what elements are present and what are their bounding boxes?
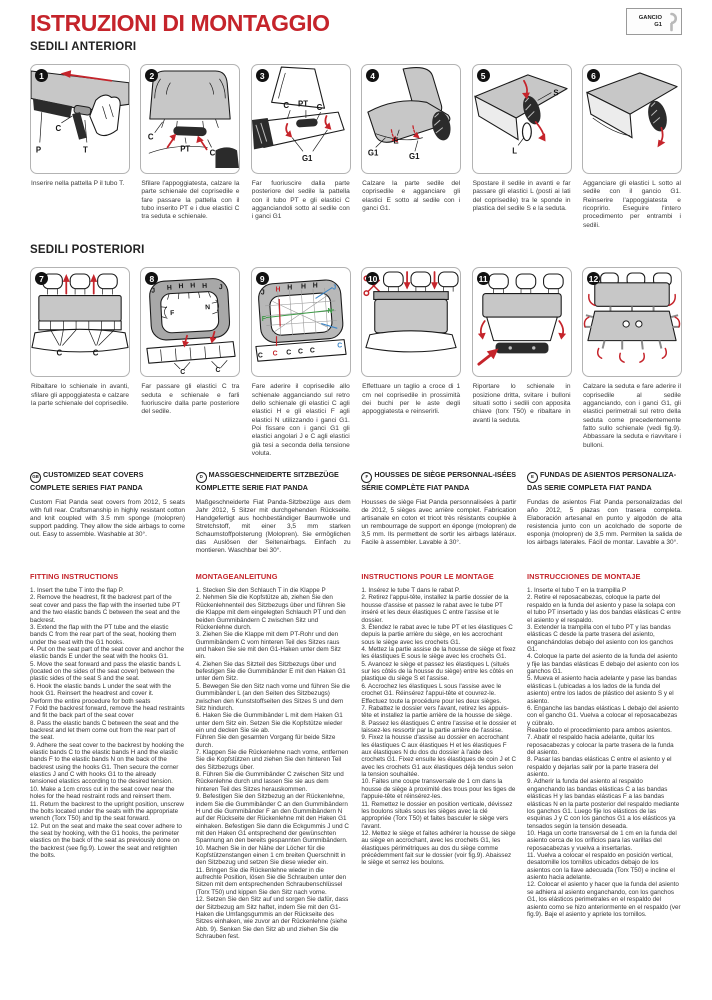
step-caption-4: Calzare la parte sedile del coprisedile e agganciare gli elastici E sotto al sedile con i ganci G1. xyxy=(362,180,461,213)
front-steps-grid xyxy=(30,64,682,230)
instruction-step: 3. Ziehen Sie die Klappe mit dem PT-Rohr und den Gummibändern C vom hinteren Teil des Sitzes raus und haken Sie sie mit den G1-Haken unter dem Sitz ein. xyxy=(195,631,341,661)
rear-steps-grid xyxy=(30,267,682,458)
label-PT: PT xyxy=(180,144,191,154)
lang-intro-de: Maßgeschneiderte Fiat Panda-Sitzbezüge aus dem Jahr 2012, 5 Sitzer mit durchgehenden Rückseite. Handgefertigt aus hochbeständiger Baumwolle und Stretchstoff, mit einer 3,5 mm starken Schaumstoffpolsterung (Molopren). Sie ermöglichen das Auslösen der Seitenairbags. Einfach zu montieren. Waschbar bei 30°. xyxy=(195,499,351,554)
step-caption-10: Effettuare un taglio a croce di 1 cm nel coprisedile in prossimità dei buchi per le aste degli appoggiatesta e reinserirli. xyxy=(362,383,461,416)
label-C-blue: C xyxy=(337,342,343,350)
country-code-gb: GB xyxy=(30,472,41,483)
step-number: 10 xyxy=(367,273,378,284)
instruction-step: 10. Haga un corte transversal de 1 cm en la funda del asiento cerca de los orificios para las varillas del reposacabezas y vuelva a insertarlas. xyxy=(526,829,677,852)
instruction-step: 10. Faites une coupe transversale de 1 cm dans la housse de siège à proximité des trous pour les tiges de l'appuie-tête et réinsérez-les. xyxy=(361,778,516,801)
seat-illustration-7 xyxy=(31,268,129,376)
illustration-panel-5 xyxy=(472,64,572,174)
instruction-step: 1. Insert the tube T into the flap P. xyxy=(30,587,124,595)
instruction-step: 3. Étendez le rabat avec le tube PT et les élastiques C depuis la partie arrière du siège, en les accrochant sous le siège avec les crochets G1. xyxy=(361,623,513,646)
instruction-step: 2. Retire el reposacabezas, coloque la parte del respaldo en la funda del asiento y pase la solapa con el tubo PT insertado y las dos bandas elásticas C entre el asiento y el respaldo. xyxy=(526,594,681,624)
seat-illustration-1 xyxy=(31,65,129,173)
illustration-panel-11 xyxy=(472,267,572,377)
step-number: 2 xyxy=(145,69,158,82)
label-C: C xyxy=(297,348,303,356)
instruction-step: 6. Hook the elastic bands L under the seat with the hook G1. Reinsert the headrest and cover it. xyxy=(30,682,172,698)
seat-illustration-12 xyxy=(583,268,681,376)
lang-title-es: E FUNDAS DE ASIENTOS PERSONALIZA-DAS SERIE COMPLETA FIAT PANDA xyxy=(526,470,677,492)
instruction-step: 3. Extender la trampilla con el tubo PT y las bandas elásticas C desde la parte trasera del asiento, enganchándolas debajo del asiento con los ganchos G1. xyxy=(526,623,674,653)
instruction-step: 2. Retirez l'appui-tête, installez la partie dossier de la housse d'assise et passez le rabat avec le tube PT inséré et les deux élastiques C entre l'assise et le dossier. xyxy=(361,594,509,624)
instruction-step: 1. Stecken Sie den Schlauch T in die Klappe P xyxy=(195,587,326,595)
lang-title-de: D MASSGESCHNEIDERTE SITZBEZÜGE KOMPLETTE SERIE FIAT PANDA xyxy=(195,470,339,492)
step-number: 7 xyxy=(35,272,48,285)
lang-column-fr xyxy=(361,470,516,940)
label-H: H xyxy=(167,284,173,293)
label-F-green: F xyxy=(261,316,266,324)
label-H: H xyxy=(190,282,196,290)
label-PT: PT xyxy=(297,99,308,109)
lang-heading-gb: FITTING INSTRUCTIONS xyxy=(30,572,119,582)
instruction-step: 1. Inserte el tubo T en la trampilla P xyxy=(526,587,627,595)
label-C: C xyxy=(283,101,289,111)
seat-illustration-11 xyxy=(473,268,571,376)
label-S: S xyxy=(552,88,559,98)
instruction-step: 11. Bringen Sie die Rückenlehne wieder in die aufrechte Position, lösen Sie die Schrauben unter den Sitzen mit dem entsprechenden Schraubenschlüssel (Torx T50) und kippen Sie den Sitz nach vorne. xyxy=(195,866,347,896)
lang-heading-fr: INSTRUCTIONS POUR LE MONTAGE xyxy=(361,572,494,582)
label-J-blue: J xyxy=(332,284,336,292)
step-number: 3 xyxy=(256,69,269,82)
lang-intro-gb: Custom Fiat Panda seat covers from 2012, 5 seats with full rear. Craftsmanship in highly resistant cotton and knit coupled with 3.5 mm sponge (molopren) support padding. They allow the side airbags to come out. Easy to assemble. Washable at 30°. xyxy=(30,499,185,538)
label-H: H xyxy=(287,284,293,292)
instruction-step: 12. Put on the seat and make the seat cover adhere to the seat by hooking, with the G1 hooks, the perimeter elastics on the back of the seat as previously done on the backrest (see fig.9). Lower the seat and retighten the bolts. xyxy=(30,822,182,860)
rear-seats-heading: SEDILI POSTERIORI xyxy=(30,244,145,257)
step-caption-9: Fare aderire il coprisedile allo schienale agganciando sul retro dello schienale gli elastici C agli elastici H e gli elastici F agli elastici N utilizzando i ganci G1. Poi fissare con i ganci G1 gli elastici angolari J e C agli elastici già tesi a seconda della tensione voluta. xyxy=(251,383,350,458)
label-E: E xyxy=(393,136,399,146)
hook-icon xyxy=(665,12,678,32)
instruction-step: 4. Coloque la parte del asiento de la funda del asiento y fije las bandas elásticas E debajo del asiento con los ganchos G1. xyxy=(526,653,679,676)
instruction-step: 10. Machen Sie in der Nähe der Löcher für die Kopfstützenstangen einen 1 cm breiten Querschnitt in den Sitzbezug und setzen Sie diese wieder ein. xyxy=(195,844,346,867)
seat-illustration-5 xyxy=(473,65,571,173)
instruction-step: 9. Adherir la funda del asiento al respaldo enganchando las bandas elásticas C a las bandas elásticas H y las bandas elásticas F a las bandas elásticas N en la parte posterior del respaldo mediante los ganchos G1. Luego fije los elásticos de las esquinas J y C con los ganchos G1 a los elásticos ya tensados según la tensión deseada. xyxy=(526,778,680,830)
instruction-step: 12. Colocar el asiento y hacer que la funda del asiento se adhiera al asiento enganchando, con los ganchos G1, los elásticos perimetrales en el respaldo del asiento como se hizo anteriormente en el respaldo (ver fig.9). Baje el asiento y apriete los tornillos. xyxy=(526,881,681,918)
lang-column-es xyxy=(527,470,682,940)
label-H: H xyxy=(178,283,185,291)
seat-illustration-9 xyxy=(252,268,350,376)
instruction-step: Effectuez toute la procédure pour les deux sièges. xyxy=(361,697,502,705)
label-C: C xyxy=(309,347,315,355)
instruction-step: 4. Put on the seat part of the seat cover and anchor the elastic bands E under the seat with the hooks G1. xyxy=(30,645,185,661)
seat-illustration-2 xyxy=(141,65,239,173)
instruction-step: 11. Return the backrest to the upright position, unscrew the bolts located under the seats with the appropriate wrench (Torx T50) and tip the seat forward. xyxy=(30,800,184,823)
step-number: 11 xyxy=(478,273,488,284)
lang-title-gb: GB CUSTOMIZED SEAT COVERS COMPLETE SERIES FIAT PANDA xyxy=(30,470,144,492)
lang-steps-fr xyxy=(361,587,516,867)
step-number: 4 xyxy=(366,69,379,82)
step-number: 6 xyxy=(587,69,600,82)
label-H: H xyxy=(312,282,318,290)
step-figure-3 xyxy=(251,64,351,230)
step-figure-10 xyxy=(361,267,461,458)
step-figure-9 xyxy=(251,267,351,458)
front-seats-heading: SEDILI ANTERIORI xyxy=(30,41,137,53)
instruction-step: 9. Befestigen Sie den Sitzbezug an der Rückenlehne, indem Sie die Gummibänder C an den Gummibändern H und die Gummibänder F an den Gummibändern N auf der Rückseite der Rückenlehne mit den Haken G1 einhaken. Befestigen Sie dann die Eckgummis J und C mit den Haken G1 entsprechend der gewünschten Spannung an den bereits gespannten Gummibändern. xyxy=(195,793,349,845)
illustration-panel-7 xyxy=(30,267,130,377)
lang-column-de xyxy=(196,470,351,940)
step-number: 5 xyxy=(477,69,490,82)
step-figure-4 xyxy=(361,64,461,230)
instruction-step: 1. Insérez le tube T dans le rabat P. xyxy=(361,587,461,595)
step-caption-3: Far fuoriuscire dalla parte posteriore del sedile la pattella con il tubo PT e gli elastici C agganciandoli sotto al sedile con i ganci G1 xyxy=(251,180,350,221)
instruction-step: 6. Haken Sie die Gummibänder L mit dem Haken G1 unter dem Sitz ein. Setzen Sie die Kopfstütze wieder ein und decken Sie sie ab. xyxy=(195,712,343,734)
label-N: N xyxy=(205,304,211,312)
step-caption-11: Riportare lo schienale in posizione dritta, svitare i bulloni situati sotto i sedili con apposita chiave (torx T50) e ribaltare in avanti la seduta. xyxy=(472,383,571,424)
lang-steps-de xyxy=(196,587,351,940)
label-P: P xyxy=(35,145,42,155)
illustration-panel-12 xyxy=(582,267,682,377)
label-C: C xyxy=(148,132,154,142)
label-C: C xyxy=(92,348,99,358)
instruction-step: 12. Setzen Sie den Sitz auf und sorgen Sie dafür, dass der Sitzbezug am Sitz haftet, indem Sie mit den G1-Haken die Umfangsgummis an der Rückseite des Sitzes einhaken, wie zuvor an der Rückenlehne (siehe Abb. 9). Senken Sie den Sitz ab und ziehen Sie die Schrauben fest. xyxy=(195,896,349,940)
step-number: 1 xyxy=(35,69,48,82)
lang-intro-fr: Housses de siège Fiat Panda personnalisées à partir de 2012, 5 sièges avec arrière complet. Fabrication artisanale en coton et tricot très résistants couplée à un rembourrage de support en éponge (molopren) de 3,5 mm. Ils permettent de sortir les airbags latéraux. Facile à assembler. Lavable à 30°. xyxy=(361,499,517,546)
label-H: H xyxy=(300,283,306,291)
step-caption-12: Calzare la seduta e fare aderire il coprisedile al sedile agganciando, con i ganci G1, gli elastici perimetrali sul retro della seduta come precedentemente fatto sullo schienale (vedi fig.9). Abbassare la seduta e riavvitare i bulloni. xyxy=(582,383,681,449)
step-caption-7: Ribaltare lo schienale in avanti, sfilare gli appoggiatesta e calzare la parte schienale del coprisedile. xyxy=(31,383,129,407)
instruction-step: 6. Accrochez les élastiques L sous l'assise avec le crochet G1. Réinsérez l'appui-tête et couvrez-le. xyxy=(361,682,502,698)
label-G1: G1 xyxy=(368,148,379,158)
step-caption-6: Agganciare gli elastici L sotto al sedile con il gancio G1. Reinserire l'appoggiatesta e ricoprirlo. Eseguire l'intero procedimento per entrambi i sedili. xyxy=(582,180,681,229)
label-F: F xyxy=(170,310,175,318)
seat-illustration-6 xyxy=(583,65,681,173)
instruction-step: 8. Pass the elastic bands C between the seat and the backrest and let them come out from the rear part of the seat. xyxy=(30,719,179,742)
label-C: C xyxy=(56,348,63,358)
label-L: L xyxy=(511,146,517,156)
instruction-step: 4. Ziehen Sie das Sitzteil des Sitzbezugs über und befestigen Sie die Gummibänder E mit den Haken G1 unter dem Sitz. xyxy=(195,660,346,683)
label-T: T xyxy=(82,145,88,155)
illustration-panel-10 xyxy=(361,267,461,377)
instruction-step: 7. Abatir el respaldo hacia adelante, quitar los reposacabezas y colocar la parte trasera de la funda del asiento. xyxy=(526,734,674,757)
instruction-step: 10. Make a 1cm cross cut in the seat cover near the holes for the head restraint rods and reinsert them. xyxy=(30,785,175,801)
lang-heading-de: MONTAGEANLEITUNG xyxy=(195,572,278,582)
instruction-step: 6. Enganche las bandas elásticas L debajo del asiento con el gancho G1. Vuelva a colocar el reposacabezas y cúbralo. xyxy=(526,704,679,727)
seat-illustration-10 xyxy=(362,268,460,376)
label-H-red: H xyxy=(275,286,281,294)
step-caption-2: Sfilare l'appoggiatesta, calzare la parte schienale del coprisedile e fare passare la pattella con il tubo inserito PT e i due elastici C tra seduta e schienale. xyxy=(141,180,240,221)
illustration-panel-4 xyxy=(361,64,461,174)
label-G1: G1 xyxy=(301,154,313,164)
label-C: C xyxy=(180,369,186,377)
step-caption-8: Far passare gli elastici C tra seduta e schienale e farli fuoriuscire dalla parte posteriore del sedile. xyxy=(141,383,240,416)
instruction-step: 8. Passez les élastiques C entre l'assise et le dossier et laissez-les ressortir par la partie arrière de l'assise. xyxy=(361,719,517,734)
label-C: C xyxy=(257,352,263,360)
instruction-step: 11. Vuelva a colocar el respaldo en posición vertical, desatornille los tornillos ubicados debajo de los asientos con la llave adecuada (Torx T50) e incline el asiento hacia adelante. xyxy=(526,852,675,882)
step-caption-5: Spostare il sedile in avanti e far passare gli elastici L (posti ai lati del coprisedile) tra le sponde in plastica del sedile S e la seduta. xyxy=(472,180,571,213)
step-figure-11 xyxy=(472,267,572,458)
step-figure-6 xyxy=(582,64,682,230)
label-J: J xyxy=(260,289,265,297)
instruction-step: 7. Rabattez le dossier vers l'avant, retirez les appuis-tête et installez la partie arrière de la housse de siège. xyxy=(361,704,513,720)
instruction-step: 5. Move the seat forward and pass the elastic bands L (located on the sides of the seat cover) between the plastic sides of the seat S and the seat. xyxy=(30,660,181,683)
language-columns xyxy=(30,470,682,940)
step-figure-12 xyxy=(582,267,682,458)
hook-badge xyxy=(626,8,682,35)
seat-illustration-8 xyxy=(141,268,239,376)
instruction-step: 3. Extend the flap with the PT tube and the elastic bands C from the rear part of the seat, hooking them under the seat with the G1 hooks. xyxy=(30,623,177,646)
lang-steps-gb xyxy=(30,587,185,859)
page-title: ISTRUZIONI DI MONTAGGIO xyxy=(30,10,330,36)
label-N-green: N xyxy=(327,308,333,316)
step-number: 8 xyxy=(145,272,158,285)
instruction-step: Realice todo el procedimiento para ambos asientos. xyxy=(526,726,672,734)
illustration-panel-8 xyxy=(140,267,240,377)
instruction-step: 7 Fold the backrest forward, remove the head restraints and fit the back part of the seat cover xyxy=(30,704,185,720)
label-H: H xyxy=(202,282,208,291)
illustration-panel-9 xyxy=(251,267,351,377)
step-figure-2 xyxy=(140,64,240,230)
instruction-step: 9. Adhere the seat cover to the backrest by hooking the elastic bands C to the elastic bands H and the elastic bands F to the elastic bands N on the back of the backrest using the hooks G1. Then secure the corner elastics J and C with hooks G1 to the already tensioned elastics according to the desired tension. xyxy=(30,741,185,786)
step-caption-1: Inserire nella pattella P il tubo T. xyxy=(31,180,125,187)
label-C: C xyxy=(316,103,323,113)
label-C-red: C xyxy=(272,350,278,358)
step-figure-1 xyxy=(30,64,130,230)
instruction-step: 7. Klappen Sie die Rückenlehne nach vorne, entfernen Sie die Kopfstützen und ziehen Sie den hinteren Teil des Sitzbezugs über. xyxy=(195,749,349,771)
label-G1: G1 xyxy=(409,152,420,162)
label-J: J xyxy=(151,287,156,295)
hook-badge-label: GANCIO G1 xyxy=(638,14,662,28)
instruction-step: Führen Sie den gesamten Vorgang für beide Sitze durch. xyxy=(195,734,336,749)
label-C: C xyxy=(215,367,221,375)
instruction-step: 2. Nehmen Sie die Kopfstütze ab, ziehen Sie den Rückenlehnenteil des Sitzbezugs über und führen Sie die Klappe mit dem eingelegten Schlauch PT und den beiden Gummibändern C zwischen Sitz und Rückenlehne durch. xyxy=(195,594,346,631)
seat-illustration-3 xyxy=(252,65,350,173)
step-number: 9 xyxy=(256,272,269,285)
instruction-step: 8. Führen Sie die Gummibänder C zwischen Sitz und Rückenlehne durch und lassen Sie sie aus dem hinteren Teil des Sitzes herauskommen. xyxy=(195,771,344,793)
instruction-step: 2. Remove the headrest, fit the backrest part of the seat cover and pass the flap with the inserted tube PT and the two elastic bands C between the seat and the backrest. xyxy=(30,594,181,624)
label-J: J xyxy=(219,284,224,292)
illustration-panel-6 xyxy=(582,64,682,174)
lang-column-gb xyxy=(30,470,185,940)
instruction-step: 5. Mueva el asiento hacia adelante y pase las bandas elásticas L (ubicadas a los lados de la funda del asiento) entre los lados de plástico del asiento S y el asiento. xyxy=(526,675,677,705)
lang-heading-es: INSTRUCCIONES DE MONTAJE xyxy=(526,572,641,582)
seat-illustration-4 xyxy=(362,65,460,173)
step-figure-8 xyxy=(140,267,240,458)
step-figure-5 xyxy=(472,64,572,230)
step-figure-7 xyxy=(30,267,130,458)
instruction-step: 4. Mettez la partie assise de la housse de siège et fixez les élastiques E sous le siège avec les crochets G1. xyxy=(361,645,516,661)
instruction-step: 12. Mettez le siège et faites adhérer la housse de siège au siège en accrochant, avec les crochets G1, les élastiques périmétriques au dos du siège comme précédemment fait sur le dossier (voir fig.9). Abaissez le siège et serrez les boulons. xyxy=(361,829,516,867)
instruction-step: 5. Bewegen Sie den Sitz nach vorne und führen Sie die Gummibänder L (an den Seiten des Sitzbezugs) zwischen den Kunststoffseiten des Sitzes S und dem Sitz hindurch. xyxy=(195,682,351,712)
label-C: C xyxy=(209,148,216,158)
illustration-panel-1 xyxy=(30,64,130,174)
instruction-step: 8. Pasar las bandas elásticas C entre el asiento y el respaldo y dejarlas salir por la parte trasera del asiento. xyxy=(526,756,672,779)
instruction-step: 9. Fixez la housse d'assise au dossier en accrochant les élastiques C aux élastiques H et les élastiques F aux élastiques N du dos du dossier à l'aide des crochets G1. Fixez ensuite les élastiques de coin J et C avec les crochets G1 aux élastiques déjà tendus selon la tension souhaitée. xyxy=(361,734,517,779)
instruction-step: 11. Remettez le dossier en position verticale, dévissez les boulons situés sous les sièges avec la clé appropriée (Torx T50) et faites basculer le siège vers l'avant. xyxy=(361,800,513,830)
lang-steps-es xyxy=(527,587,682,918)
country-code-es: E xyxy=(527,472,538,483)
country-code-fr: F xyxy=(361,472,372,483)
illustration-panel-2 xyxy=(140,64,240,174)
lang-title-fr: F HOUSSES DE SIÈGE PERSONNAL-ISÉES SÉRIE COMPLÈTE FIAT PANDA xyxy=(361,470,517,492)
label-C: C xyxy=(286,349,292,357)
step-number: 12 xyxy=(588,273,599,284)
label-C: C xyxy=(55,123,62,133)
country-code-de: D xyxy=(196,472,207,483)
instruction-step: 5. Avancez le siège et passez les élastiques L (situés sur les côtés de la housse du siège) entre les côtés en plastique du siège S et l'assise. xyxy=(361,660,514,683)
instruction-step: Perform the entire procedure for both seats xyxy=(30,697,151,705)
lang-intro-es: Fundas de asientos Fiat Panda personalizadas del año 2012, 5 plazas con trasera completa. Elaboración artesanal en punto y algodón de alta resistencia junto con un acolchado de soporte de esponja (molopren) de 3,5 mm. Permiten la salida de los airbags laterales. Fácil de montar. Lavable a 30°. xyxy=(526,499,682,546)
illustration-panel-3 xyxy=(251,64,351,174)
